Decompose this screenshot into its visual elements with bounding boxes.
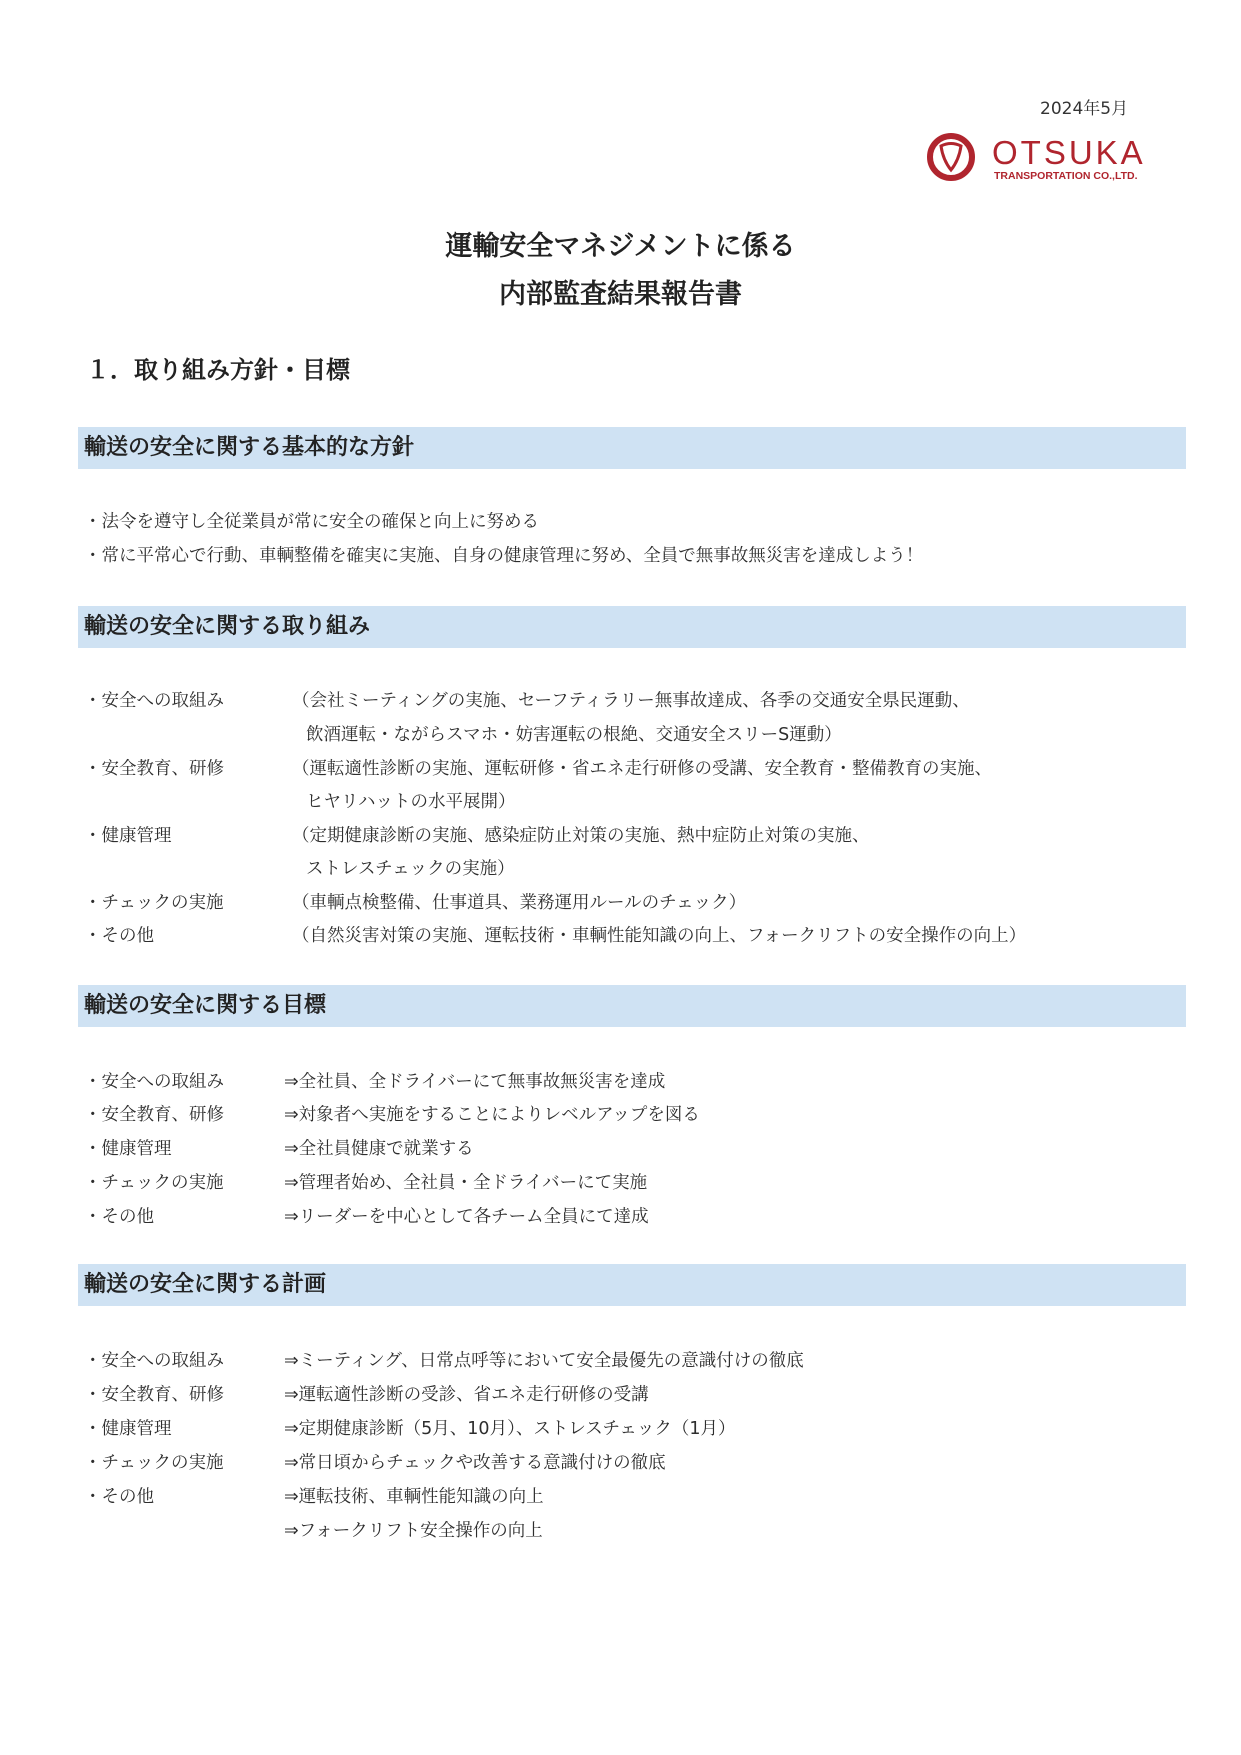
plan-text: ⇒常日頃からチェックや改善する意識付けの徹底 <box>284 1453 666 1473</box>
initiative-desc: 飲酒運転・ながらスマホ・妨害運転の根絶、交通安全スリーS運動） <box>306 725 842 745</box>
report-date: 2024年5月 <box>1040 99 1129 119</box>
initiative-desc: （自然災害対策の実施、運転技術・車輌性能知識の向上、フォークリフトの安全操作の向上） <box>292 926 1027 946</box>
goal-label: ・その他 <box>84 1207 154 1227</box>
goal-label: ・安全教育、研修 <box>84 1105 224 1125</box>
plan-label: ・安全への取組み <box>84 1351 224 1371</box>
initiative-label: ・チェックの実施 <box>84 893 224 913</box>
initiatives-heading: 輸送の安全に関する取り組み <box>78 606 1186 648</box>
section-heading: １．取り組み方針・目標 <box>86 356 350 384</box>
initiative-desc: （会社ミーティングの実施、セーフティラリー無事故達成、各季の交通安全県民運動、 <box>292 691 970 711</box>
goal-text: ⇒全社員健康で就業する <box>284 1139 474 1159</box>
initiative-label: ・健康管理 <box>84 826 172 846</box>
plan-label: ・安全教育、研修 <box>84 1385 224 1405</box>
initiative-label: ・安全教育、研修 <box>84 759 224 779</box>
company-logo <box>924 130 1184 184</box>
plan-label: ・その他 <box>84 1487 154 1507</box>
initiative-desc: （車輌点検整備、仕事道具、業務運用ルールのチェック） <box>292 893 747 913</box>
document-title-line2: 内部監査結果報告書 <box>499 279 742 310</box>
initiative-desc: ストレスチェックの実施） <box>306 859 515 879</box>
goal-text: ⇒対象者へ実施をすることによりレベルアップを図る <box>284 1105 700 1125</box>
plan-label: ・チェックの実施 <box>84 1453 224 1473</box>
plan-text: ⇒ミーティング、日常点呼等において安全最優先の意識付けの徹底 <box>284 1351 804 1371</box>
policy-item: ・常に平常心で行動、車輌整備を確実に実施、自身の健康管理に努め、全員で無事故無災害を達成しよう！ <box>84 546 924 566</box>
goal-label: ・安全への取組み <box>84 1072 224 1092</box>
plan-text: ⇒運転適性診断の受診、省エネ走行研修の受講 <box>284 1385 649 1405</box>
goal-label: ・チェックの実施 <box>84 1173 224 1193</box>
document-title-line1: 運輸安全マネジメントに係る <box>445 231 796 262</box>
goal-text: ⇒全社員、全ドライバーにて無事故無災害を達成 <box>284 1072 666 1092</box>
goal-text: ⇒リーダーを中心として各チーム全員にて達成 <box>284 1207 649 1227</box>
goals-heading: 輸送の安全に関する目標 <box>78 985 1186 1027</box>
goal-text: ⇒管理者始め、全社員・全ドライバーにて実施 <box>284 1173 648 1193</box>
goal-label: ・健康管理 <box>84 1139 172 1159</box>
otsuka-emblem-icon <box>924 130 978 184</box>
initiative-label: ・その他 <box>84 926 154 946</box>
initiative-desc: ヒヤリハットの水平展開） <box>306 792 516 812</box>
policy-heading: 輸送の安全に関する基本的な方針 <box>78 427 1186 469</box>
plan-text: ⇒定期健康診断（5月、10月）、ストレスチェック（1月） <box>284 1419 736 1439</box>
plan-text: ⇒運転技術、車輌性能知識の向上 <box>284 1487 544 1507</box>
logo-name: OTSUKA <box>992 134 1146 171</box>
plans-heading: 輸送の安全に関する計画 <box>78 1264 1186 1306</box>
plan-label: ・健康管理 <box>84 1419 172 1439</box>
policy-item: ・法令を遵守し全従業員が常に安全の確保と向上に努める <box>84 512 539 532</box>
plan-text: ⇒フォークリフト安全操作の向上 <box>284 1521 543 1541</box>
initiative-desc: （運転適性診断の実施、運転研修・省エネ走行研修の受講、安全教育・整備教育の実施、 <box>292 759 992 779</box>
logo-subtitle: TRANSPORTATION CO.,LTD. <box>994 170 1138 182</box>
initiative-desc: （定期健康診断の実施、感染症防止対策の実施、熱中症防止対策の実施、 <box>292 826 870 846</box>
initiative-label: ・安全への取組み <box>84 691 224 711</box>
